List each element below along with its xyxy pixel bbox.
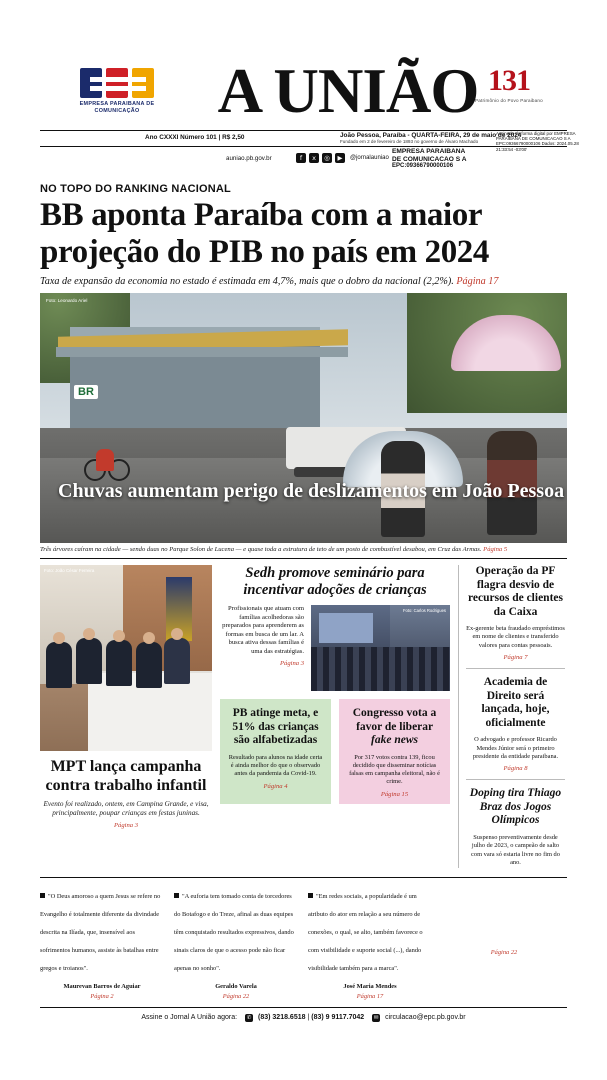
instagram-icon[interactable]: ◎ [322, 153, 332, 163]
gas-station-sign: BR [74, 385, 98, 399]
lead-page-ref[interactable]: Página 17 [456, 276, 499, 287]
website-url[interactable]: auniao.pb.gov.br [226, 155, 272, 162]
box-alfabetizacao[interactable] [220, 699, 331, 804]
right-item-1-text: O advogado e professor Ricardo Mendes Júnior será o primeiro presidente da entidade paraibana. [472, 736, 559, 761]
phone-icon: ✆ [246, 1015, 252, 1021]
sedh-text: Profissionais que atuam com famílias acolhedoras são preparados para aprenderem as formas em busca de um lar. A busca ativa dessas famílias é uma das estratégias. [222, 605, 304, 655]
digital-signature-company [392, 148, 492, 171]
mpt-photo [40, 565, 212, 751]
facebook-icon[interactable]: f [296, 153, 306, 163]
quote-0-page-ref[interactable]: Página 2 [90, 992, 114, 1000]
footer-phone-2[interactable]: (83) 9 9117.7042 [311, 1014, 365, 1021]
main-photo [40, 293, 567, 543]
footer-email[interactable]: circulacao@epc.pb.gov.br [385, 1014, 466, 1021]
quotes-strip [40, 877, 567, 1000]
main-photo-caption [40, 546, 567, 553]
quote-item [442, 885, 566, 1000]
mpt-page-ref[interactable]: Página 3 [114, 822, 138, 829]
box-pink-page-ref[interactable]: Página 15 [380, 791, 409, 799]
bullet-square-icon [40, 893, 45, 898]
company-cnpj: EPC:09366790000106 [392, 163, 454, 170]
right-item-2-headline: Doping tira Thiago Braz dos Jogos Olímpicos [469, 787, 562, 827]
bullet-square-icon [174, 893, 179, 898]
lead-subhead [40, 276, 567, 287]
main-photo-page-ref[interactable]: Página 5 [483, 546, 508, 553]
company-line-1: EMPRESA PARAIBANA [392, 148, 466, 155]
right-item-2-text: Suspenso preventivamente desde julho de 2023, o campeão de salto com vara só estaria livre no fim do ano. [471, 833, 560, 867]
right-item-0-text: Ex-gerente beta fraudado empréstimos em nome de clientes e transferido valores para contas pessoais. [466, 625, 565, 649]
footer-phone-sep: | [307, 1014, 310, 1021]
quote-1-author: Geraldo Varela [215, 982, 257, 990]
edition-number: Ano CXXXI Número 101 | R$ 2,50 [145, 134, 245, 141]
quote-2-page-ref[interactable]: Página 17 [356, 992, 384, 1000]
footer-phone-1[interactable]: (83) 3218.6518 [258, 1014, 306, 1021]
mpt-photo-credit: Foto: João César Ferreira [44, 568, 95, 573]
lead-headline: BB aponta Paraíba com a maior projeção do PIB no país em 2024 [40, 197, 490, 270]
column-center [220, 565, 450, 868]
right-item-0-page-ref[interactable]: Página 7 [503, 654, 528, 662]
main-photo-caption-text: Três árvores caíram na cidade — sendo duas no Parque Solon de Lucena — e quase toda a estrutura de teto de um posto de combustível desabou, em Cruz das Armas. [40, 546, 482, 553]
quote-3-page-ref[interactable]: Página 22 [490, 948, 518, 956]
right-item-1-headline: Academia de Direito será lançada, hoje, oficialmente [481, 676, 550, 729]
digital-signature-note: Assinado de forma digital por EMPRESA PARAIBANA DE COMUNICACAO S A EPC:09366790000106 Dados: 2024.05.28 21:33:54 -03'00' [496, 131, 579, 152]
quote-2-author: José Maria Mendes [343, 982, 397, 990]
box-pink-headline [347, 707, 442, 748]
founded-note: Fundado em 2 de fevereiro de 1893 no governo de Álvaro Machado [340, 139, 479, 144]
footer-text: Assine o Jornal A União agora: [141, 1014, 238, 1021]
subscribe-footer [40, 1007, 567, 1022]
photo-credit: Foto: Leonardo Ariel [46, 298, 88, 303]
main-photo-headline: Chuvas aumentam perigo de deslizamentos em João Pessoa [58, 480, 565, 502]
sedh-photo-credit: Foto: Carlos Rodrigues [402, 608, 446, 613]
place-date: João Pessoa, Paraíba - QUARTA-FEIRA, 29 de maio de 2024 [340, 132, 522, 139]
quote-0-text: "O Deus amoroso a quem Jesus se refere no Evangelho é totalmente diferente da divindade descrita na Ilíada, que, insensível aos sofrimentos humanos, assiste às batalhas entre gregos e troianos". [40, 892, 161, 972]
quote-item [40, 885, 164, 1000]
anniversary-subtitle: Patrimônio do Povo Paraibano [475, 98, 543, 103]
mpt-subhead: Evento foi realizado, ontem, em Campina Grande, e visa, principalmente, poupar crianças em festas juninas. [43, 800, 209, 817]
edition-info-bar [40, 131, 567, 147]
right-item-0-headline: Operação da PF flagra desvio de recursos de clientes da Caixa [468, 565, 563, 618]
sedh-photo [311, 605, 450, 691]
lower-section [40, 565, 567, 868]
page-title: A UNIÃO [217, 56, 479, 126]
box-fake-news[interactable] [339, 699, 450, 804]
newspaper-sheet [22, 52, 585, 1032]
social-links[interactable] [296, 153, 389, 163]
quote-2-text: "Em redes sociais, a popularidade é um atributo do ator em relação a seu número de conexões, o qual, se alto, também favorece o com visibilidade e suporte social (...), dando visibilidade também para a marca". [308, 892, 423, 972]
quote-1-page-ref[interactable]: Página 22 [222, 992, 250, 1000]
box-pink-text: Por 317 votos contra 139, ficou decidido que disseminar notícias falsas em campanha eleitoral, não é crime. [349, 753, 440, 786]
quote-item [308, 885, 432, 1000]
lead-kicker: NO TOPO DO RANKING NACIONAL [40, 183, 231, 195]
youtube-icon[interactable]: ▶ [335, 153, 345, 163]
sedh-headline: Sedh promove seminário para incentivar adoções de crianças [243, 565, 427, 598]
mail-icon: ✉ [373, 1015, 379, 1021]
lead-subhead-text: Taxa de expansão da economia no estado é estimada em 4,7%, mais que o dobro da nacional (2,2%). [40, 276, 454, 287]
mpt-headline: MPT lança campanha contra trabalho infantil [45, 758, 207, 794]
quote-item [174, 885, 298, 1000]
epc-logo-mark [80, 68, 154, 98]
box-pink-line2: favor de liberar [356, 720, 433, 733]
box-green-headline: PB atinge meta, e 51% das crianças são alfabetizadas [232, 707, 319, 746]
quote-0-author: Maurevan Barros de Aguiar [63, 982, 141, 990]
company-line-2: DE COMUNICACAO S A [392, 155, 467, 163]
quote-1-text: "A euforia tem tomado conta de torcedores do Botafogo e do Treze, afinal as duas equipes têm conquistado resultados expressivos, dando sinais claros de que o acesso pode não ficar apenas no sonho". [174, 892, 294, 972]
box-pink-line1: Congresso vota a [352, 707, 437, 719]
right-item-1-page-ref[interactable]: Página 8 [503, 765, 528, 773]
anniversary-logo [465, 66, 553, 103]
sedh-page-ref[interactable]: Página 3 [280, 659, 304, 667]
epc-logo-text: EMPRESA PARAIBANA DE COMUNICAÇÃO [79, 101, 155, 115]
masthead [40, 52, 567, 131]
cyclist-figure [84, 451, 130, 481]
column-mpt [40, 565, 212, 868]
box-green-text: Resultado para alunos na idade certa é ainda melhor do que o observado antes da pandemia da Covid-19. [228, 753, 323, 777]
bullet-square-icon [308, 893, 313, 898]
box-green-page-ref[interactable]: Página 4 [263, 783, 288, 791]
box-pink-italic: fake news [371, 734, 418, 746]
x-twitter-icon[interactable]: x [309, 153, 319, 163]
social-handle: @jornalauniao [350, 155, 389, 161]
epc-logo [62, 68, 172, 116]
column-right [458, 565, 565, 868]
divider-rule [40, 558, 567, 559]
anniversary-number: 131 [488, 64, 530, 97]
